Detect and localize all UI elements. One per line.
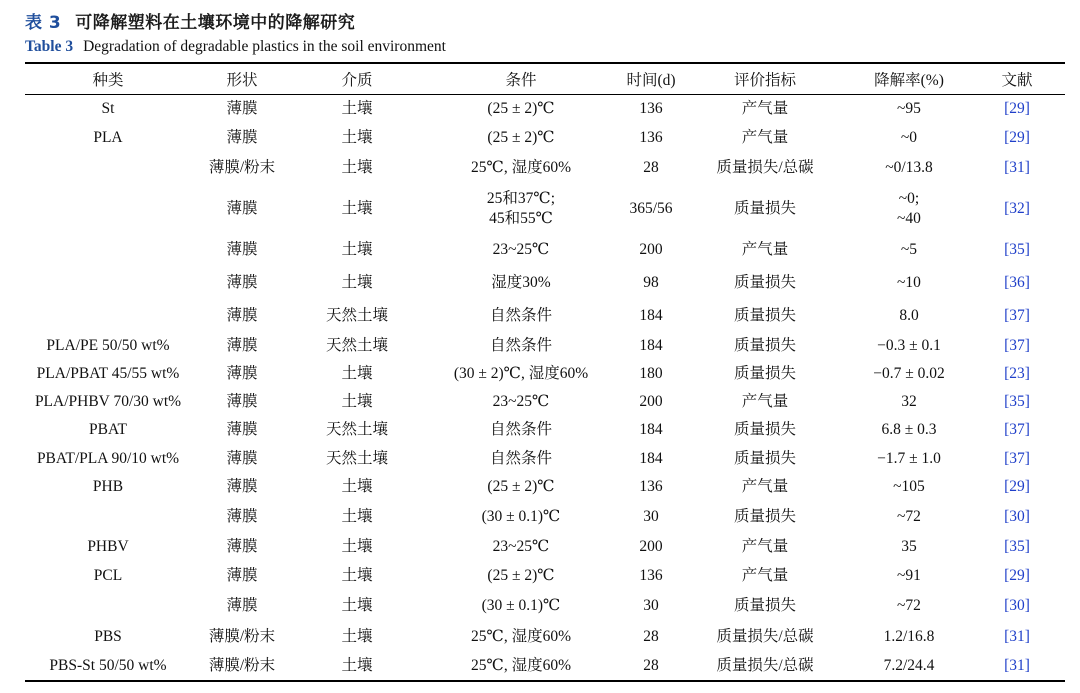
rate-cell: ~5 xyxy=(900,241,918,258)
rate-cell: ~91 xyxy=(897,567,921,584)
time-cell: 365/56 xyxy=(629,200,673,217)
reference-link[interactable]: [31] xyxy=(1004,657,1030,674)
medium-cell: 天然土壤 xyxy=(325,421,388,438)
table-row xyxy=(25,123,1065,152)
table-row xyxy=(25,360,1065,388)
medium-cell: 天然土壤 xyxy=(325,449,388,467)
table-row xyxy=(25,652,1065,680)
caption-cn-label: 表 3 xyxy=(25,13,62,33)
table-row xyxy=(25,94,1065,123)
caption-cn xyxy=(25,8,355,33)
table-row xyxy=(25,234,1065,266)
kind-cell xyxy=(25,590,191,621)
index-cell: 产气量 xyxy=(741,393,789,410)
rate-cell: 8.0 xyxy=(899,306,919,324)
reference-link[interactable]: [29] xyxy=(1004,128,1030,146)
kind-cell: PBAT/PLA 90/10 wt% xyxy=(36,449,180,467)
rate-cell: 35 xyxy=(901,538,917,555)
index-cell: 质量损失 xyxy=(733,200,796,217)
condition-cell: (30 ± 0.1)℃ xyxy=(481,507,561,525)
medium-cell: 土壤 xyxy=(341,657,373,674)
rate-cell: 1.2/16.8 xyxy=(883,627,935,645)
shape-cell: 薄膜 xyxy=(226,337,258,354)
kind-cell: PCL xyxy=(93,567,123,584)
rate-cell-line-1: ~0; xyxy=(898,190,920,207)
time-cell: 30 xyxy=(643,507,659,525)
time-cell: 28 xyxy=(643,657,659,674)
rate-cell: 32 xyxy=(901,393,917,410)
table-row xyxy=(25,299,1065,332)
kind-cell: PLA xyxy=(93,128,123,146)
rate-cell: 7.2/24.4 xyxy=(883,657,935,674)
shape-cell: 薄膜 xyxy=(226,507,258,525)
kind-cell xyxy=(25,152,191,184)
index-cell: 质量损失/总碳 xyxy=(716,159,814,176)
shape-cell: 薄膜 xyxy=(226,567,258,584)
table-row xyxy=(25,532,1065,562)
index-cell: 质量损失 xyxy=(733,596,796,614)
time-cell: 136 xyxy=(639,478,663,495)
reference-link[interactable]: [31] xyxy=(1004,159,1030,176)
header-kind: 种类 xyxy=(92,72,124,89)
time-cell: 184 xyxy=(639,306,663,324)
reference-link[interactable]: [29] xyxy=(1004,478,1030,495)
index-cell: 质量损失 xyxy=(733,273,796,291)
medium-cell: 土壤 xyxy=(341,478,373,495)
index-cell: 产气量 xyxy=(741,241,789,258)
reference-link[interactable]: [35] xyxy=(1004,538,1030,555)
condition-cell-line-1: 25和37℃; xyxy=(486,190,556,207)
table-row xyxy=(25,332,1065,360)
kind-cell: PLA/PHBV 70/30 wt% xyxy=(34,393,182,410)
rate-cell: ~10 xyxy=(897,273,921,291)
index-cell: 质量损失 xyxy=(733,507,796,525)
condition-cell: 自然条件 xyxy=(489,449,552,467)
reference-link[interactable]: [37] xyxy=(1004,421,1030,438)
kind-cell: St xyxy=(101,99,115,117)
time-cell: 28 xyxy=(643,159,659,176)
condition-cell: (30 ± 2)℃, 湿度60% xyxy=(453,365,589,382)
time-cell: 200 xyxy=(639,393,663,410)
reference-link[interactable]: [35] xyxy=(1004,393,1030,410)
rate-cell: −1.7 ± 1.0 xyxy=(877,449,941,467)
reference-link[interactable]: [37] xyxy=(1004,449,1030,467)
rate-cell: ~0 xyxy=(900,128,918,146)
time-cell: 28 xyxy=(643,627,659,645)
medium-cell: 土壤 xyxy=(341,200,373,217)
shape-cell: 薄膜/粉末 xyxy=(208,657,276,674)
rate-cell: ~0/13.8 xyxy=(885,159,933,176)
shape-cell: 薄膜 xyxy=(226,241,258,258)
time-cell: 184 xyxy=(639,421,663,438)
kind-cell: PBS xyxy=(94,627,122,645)
condition-cell: 25℃, 湿度60% xyxy=(470,159,571,176)
shape-cell: 薄膜 xyxy=(226,538,258,555)
reference-link[interactable]: [23] xyxy=(1004,365,1030,382)
kind-cell: PBAT xyxy=(89,421,127,438)
medium-cell: 土壤 xyxy=(341,273,373,291)
time-cell: 136 xyxy=(639,99,663,117)
index-cell: 产气量 xyxy=(741,567,789,584)
condition-cell: 自然条件 xyxy=(489,421,552,438)
table-row xyxy=(25,266,1065,299)
shape-cell: 薄膜 xyxy=(226,99,258,117)
shape-cell: 薄膜 xyxy=(226,449,258,467)
shape-cell: 薄膜 xyxy=(226,365,258,382)
table-row xyxy=(25,590,1065,621)
reference-link[interactable]: [29] xyxy=(1004,567,1030,584)
header-time: 时间(d) xyxy=(626,72,676,89)
condition-cell xyxy=(421,184,621,234)
reference-link[interactable]: [30] xyxy=(1004,596,1030,614)
rate-cell: 6.8 ± 0.3 xyxy=(881,421,937,438)
time-cell: 184 xyxy=(639,449,663,467)
medium-cell: 土壤 xyxy=(341,241,373,258)
medium-cell: 土壤 xyxy=(341,567,373,584)
condition-cell: (25 ± 2)℃ xyxy=(487,99,555,117)
caption-en-label: Table 3 xyxy=(25,38,74,55)
rate-cell: −0.3 ± 0.1 xyxy=(877,337,941,354)
reference-link[interactable]: [32] xyxy=(1004,200,1030,217)
index-cell: 质量损失 xyxy=(733,337,796,354)
condition-cell: (30 ± 0.1)℃ xyxy=(481,596,561,614)
medium-cell: 土壤 xyxy=(341,596,373,614)
table-row xyxy=(25,152,1065,184)
medium-cell: 土壤 xyxy=(341,393,373,410)
shape-cell: 薄膜 xyxy=(226,306,258,324)
time-cell: 200 xyxy=(639,241,663,258)
header-condition: 条件 xyxy=(505,72,537,89)
rate-cell: ~72 xyxy=(897,507,921,525)
kind-cell xyxy=(25,266,191,299)
index-cell: 质量损失/总碳 xyxy=(716,627,814,645)
table-row xyxy=(25,416,1065,444)
rate-cell: ~72 xyxy=(897,596,921,614)
reference-link[interactable]: [37] xyxy=(1004,306,1030,324)
shape-cell: 薄膜 xyxy=(226,596,258,614)
medium-cell: 土壤 xyxy=(341,99,373,117)
condition-cell: 自然条件 xyxy=(489,337,552,354)
condition-cell: 自然条件 xyxy=(489,306,552,324)
index-cell: 质量损失/总碳 xyxy=(716,657,814,674)
medium-cell: 土壤 xyxy=(341,128,373,146)
table-row xyxy=(25,184,1065,234)
kind-cell xyxy=(25,184,191,234)
reference-link[interactable]: [36] xyxy=(1004,273,1030,291)
condition-cell-line-2: 45和55℃ xyxy=(489,210,553,227)
time-cell: 180 xyxy=(639,365,663,382)
index-cell: 质量损失 xyxy=(733,365,796,382)
header-medium: 介质 xyxy=(341,72,373,89)
header-shape: 形状 xyxy=(226,72,258,89)
condition-cell: 25℃, 湿度60% xyxy=(470,657,571,674)
reference-link[interactable]: [30] xyxy=(1004,507,1030,525)
index-cell: 产气量 xyxy=(741,128,789,146)
medium-cell: 天然土壤 xyxy=(325,337,388,354)
index-cell: 质量损失 xyxy=(733,306,796,324)
header-rate: 降解率(%) xyxy=(874,72,944,89)
kind-cell xyxy=(25,299,191,332)
table-row xyxy=(25,473,1065,501)
kind-cell: PHBV xyxy=(87,538,129,555)
header-row xyxy=(25,64,1065,94)
degradation-table xyxy=(25,64,1065,680)
time-cell: 98 xyxy=(643,273,659,291)
shape-cell: 薄膜/粉末 xyxy=(208,627,276,645)
condition-cell: 23~25℃ xyxy=(492,241,550,258)
shape-cell: 薄膜 xyxy=(226,393,258,410)
condition-cell: 23~25℃ xyxy=(492,538,550,555)
rate-cell: ~105 xyxy=(893,478,925,495)
header-index: 评价指标 xyxy=(733,72,796,89)
medium-cell: 土壤 xyxy=(341,627,373,645)
time-cell: 200 xyxy=(639,538,663,555)
shape-cell: 薄膜 xyxy=(226,200,258,217)
medium-cell: 土壤 xyxy=(341,507,373,525)
condition-cell: 湿度30% xyxy=(491,273,551,291)
shape-cell: 薄膜 xyxy=(226,478,258,495)
rate-cell-line-2: ~40 xyxy=(897,210,921,227)
kind-cell: PLA/PBAT 45/55 wt% xyxy=(36,365,180,382)
reference-link[interactable]: [37] xyxy=(1004,337,1030,354)
medium-cell: 土壤 xyxy=(341,538,373,555)
table-bottom-rule xyxy=(25,680,1065,682)
shape-cell: 薄膜 xyxy=(226,273,258,291)
rate-cell: ~95 xyxy=(897,99,921,117)
index-cell: 产气量 xyxy=(741,99,789,117)
medium-cell: 土壤 xyxy=(341,159,373,176)
index-cell: 产气量 xyxy=(741,538,789,555)
time-cell: 136 xyxy=(639,128,663,146)
condition-cell: (25 ± 2)℃ xyxy=(487,128,555,146)
rate-cell xyxy=(849,184,969,234)
rate-cell: −0.7 ± 0.02 xyxy=(873,365,945,382)
reference-link[interactable]: [35] xyxy=(1004,241,1030,258)
reference-link[interactable]: [29] xyxy=(1004,99,1030,117)
table-row xyxy=(25,444,1065,473)
medium-cell: 天然土壤 xyxy=(325,306,388,324)
table-row xyxy=(25,388,1065,416)
time-cell: 30 xyxy=(643,596,659,614)
condition-cell: (25 ± 2)℃ xyxy=(487,567,555,584)
kind-cell: PHB xyxy=(92,478,124,495)
header-ref: 文献 xyxy=(1001,72,1033,89)
shape-cell: 薄膜 xyxy=(226,128,258,146)
index-cell: 质量损失 xyxy=(733,421,796,438)
condition-cell: 25℃, 湿度60% xyxy=(470,627,571,645)
reference-link[interactable]: [31] xyxy=(1004,627,1030,645)
table-row xyxy=(25,501,1065,532)
time-cell: 136 xyxy=(639,567,663,584)
caption-en-title: Degradation of degradable plastics in the soil environment xyxy=(83,38,446,55)
shape-cell: 薄膜/粉末 xyxy=(208,159,276,176)
kind-cell xyxy=(25,501,191,532)
shape-cell: 薄膜 xyxy=(226,421,258,438)
index-cell: 质量损失 xyxy=(733,449,796,467)
condition-cell: (25 ± 2)℃ xyxy=(487,478,555,495)
index-cell: 产气量 xyxy=(741,478,789,495)
kind-cell: PBS-St 50/50 wt% xyxy=(49,657,167,674)
caption-en xyxy=(25,38,446,56)
medium-cell: 土壤 xyxy=(341,365,373,382)
condition-cell: 23~25℃ xyxy=(492,393,550,410)
table-row xyxy=(25,621,1065,652)
table-row xyxy=(25,562,1065,590)
caption-cn-title: 可降解塑料在土壤环境中的降解研究 xyxy=(75,13,356,33)
kind-cell: PLA/PE 50/50 wt% xyxy=(46,337,170,354)
time-cell: 184 xyxy=(639,337,663,354)
kind-cell xyxy=(25,234,191,266)
